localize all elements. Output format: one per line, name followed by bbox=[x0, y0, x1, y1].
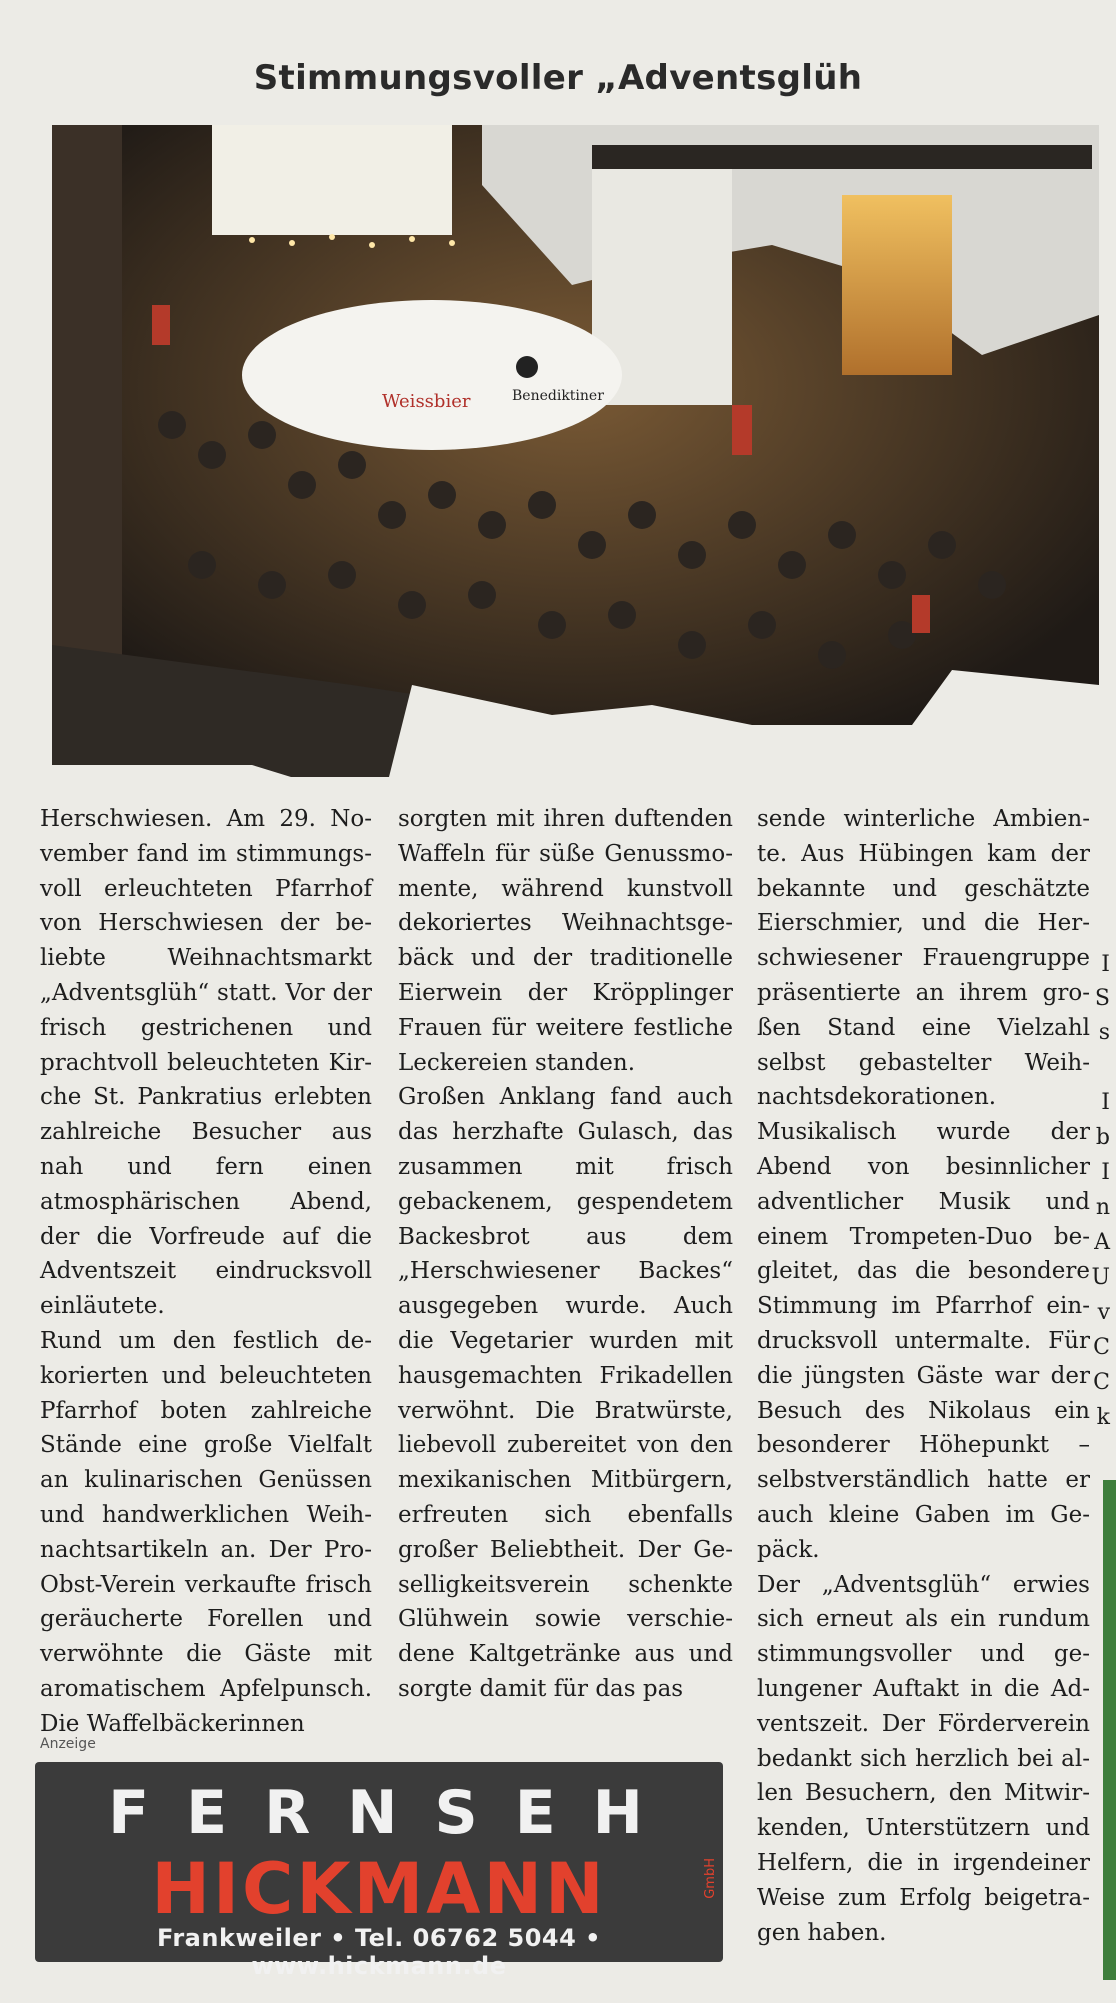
article-column-2 bbox=[398, 802, 733, 1707]
article-column-1 bbox=[40, 802, 372, 1742]
article-headline: Stimmungsvoller „Adventsglüh bbox=[253, 58, 863, 98]
paragraph: Großen Anklang fand auch das herzhafte Gulasch, das zusammen mit frisch gebackenem, gespendetem Backesbrot aus dem „Herschwiesener Backes“ ausgegeben wurde. Auch die Vegetarier wurden mit hausgemachten Frikadellen verwöhnt. Die Bratwürste, liebevoll zubereitet von den mexikanischen Mitbürgern, erfreuten sich ebenfalls großer Beliebtheit. Der Geselligkeitsverein schenkte Glühwein sowie verschiedene Kaltgetränke aus und sorgte damit für das pas bbox=[398, 1084, 733, 1702]
article-column-3 bbox=[757, 802, 1090, 1950]
edge-fragment: v bbox=[1097, 1300, 1110, 1325]
neighbor-ad-edge bbox=[1103, 1480, 1116, 1980]
paragraph: sorgten mit ihren duftenden Waffeln für süße Genussmomente, während kunstvoll dekoriertes Weihnachtsgebäck und der traditionelle Eierwein der Kröpplinger Frauen für weitere festliche Leckereien standen. bbox=[398, 806, 733, 1076]
ad-brand: HICKMANN bbox=[151, 1848, 607, 1930]
ad-suffix: GmbH bbox=[703, 1858, 718, 1899]
edge-fragment: S bbox=[1094, 986, 1110, 1011]
paragraph: Herschwiesen. Am 29. November fand im stimmungsvoll erleuchteten Pfarrhof von Herschwiesen der beliebte Weihnachtsmarkt „Adventsglüh“ statt. Vor der frisch gestrichenen und prachtvoll beleuchteten Kirche St. Pankratius erlebten zahlreiche Besucher aus nah und fern einen atmosphärischen Abend, der die Vorfreude auf die Adventszeit eindrucksvoll einläutete. bbox=[40, 806, 372, 1320]
edge-fragment: A bbox=[1094, 1230, 1110, 1255]
ad-line1: FERNSEH bbox=[108, 1778, 680, 1848]
paragraph: sende winterliche Ambiente. Aus Hübingen kam der bekannte und geschätzte Eierschmier, und die Herschwiesener Frauengruppe präsentierte an ihrem großen Stand eine Vielzahl selbst gebastelter Weihnachtsdekorationen. bbox=[757, 806, 1090, 1111]
umbrella-text-weissbier: Weissbier bbox=[382, 391, 471, 412]
paragraph: Musikalisch wurde der Abend von besinnlicher adventlicher Musik und einem Trompeten-Duo begleitet, das die besondere Stimmung im Pfarrhof eindrucksvoll untermalte. Für die jüngsten Gäste war der Besuch des Nikolaus ein besonderer Höhepunkt – selbstverständlich hatte er auch kleine Gaben im Gepäck. bbox=[757, 1119, 1090, 1563]
ad-contact: Frankweiler • Tel. 06762 5044 • www.hickmann.de bbox=[156, 1924, 601, 1980]
market-photo bbox=[52, 125, 1099, 777]
edge-fragment: C bbox=[1093, 1335, 1110, 1360]
ad-label: Anzeige bbox=[40, 1736, 96, 1752]
edge-fragment: n bbox=[1095, 1195, 1110, 1220]
edge-fragment: I bbox=[1101, 1090, 1110, 1115]
edge-fragment: b bbox=[1095, 1125, 1110, 1150]
edge-fragment: k bbox=[1096, 1405, 1110, 1430]
edge-fragment: I bbox=[1101, 1160, 1110, 1185]
umbrella-text-benediktiner: Benediktiner bbox=[512, 388, 604, 404]
edge-fragment: U bbox=[1091, 1265, 1110, 1290]
edge-fragment: I bbox=[1101, 952, 1110, 977]
edge-fragment: s bbox=[1098, 1020, 1110, 1045]
paragraph: Der „Adventsglüh“ erwies sich erneut als ein rundum stimmungsvoller und gelungener Auftakt in die Adventszeit. Der Förderverein bedankt sich herzlich bei allen Besuchern, den Mitwirkenden, Unterstützern und Helfern, die in irgendeiner Weise zum Erfolg beigetragen haben. bbox=[757, 1571, 1090, 1946]
edge-fragment: C bbox=[1093, 1370, 1110, 1395]
paragraph: Rund um den festlich dekorierten und beleuchteten Pfarrhof boten zahlreiche Stände eine große Vielfalt an kulinarischen Genüssen und handwerklichen Weihnachtsartikeln an. Der Pro-Obst-Verein verkaufte frisch geräucherte Forellen und verwöhnte die Gäste mit aromatischem Apfelpunsch. Die Waffelbäckerinnen bbox=[40, 1327, 372, 1737]
advertisement bbox=[35, 1762, 723, 1980]
